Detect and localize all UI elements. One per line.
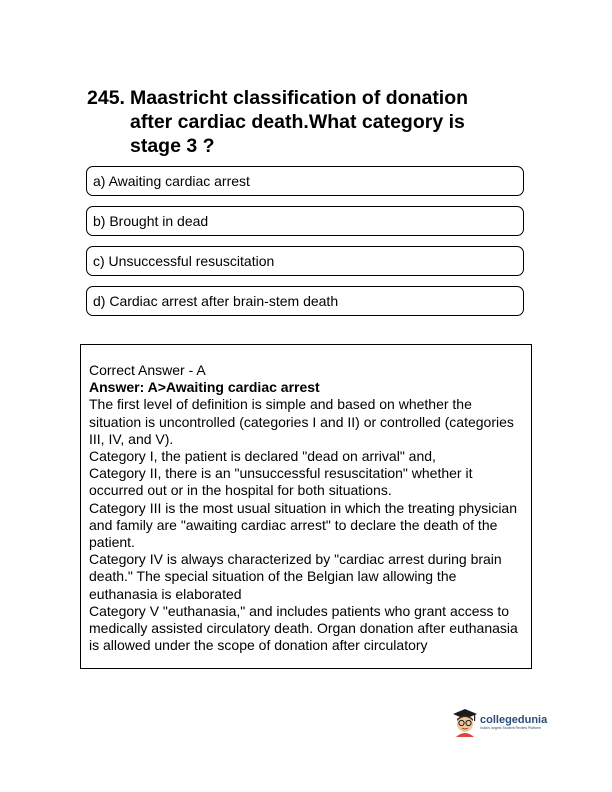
graduate-mascot-icon <box>452 707 478 737</box>
explanation-paragraph: Category V "euthanasia," and includes patients who grant access to medically assisted circulatory death. Organ donation after euthanasia is allowed under the scope of donation after circulatory <box>89 602 518 654</box>
option-b[interactable]: b) Brought in dead <box>86 206 524 236</box>
answer-explanation-box <box>80 344 532 669</box>
explanation-paragraph: Category I, the patient is declared "dead on arrival" and, <box>89 448 436 465</box>
explanation-paragraph: The first level of definition is simple and based on whether the situation is uncontrolled (categories I and II) or controlled (categories III, IV, and V). <box>89 396 514 447</box>
answer-heading: Answer: A>Awaiting cardiac arrest <box>89 379 320 396</box>
explanation-paragraph: Category II, there is an "unsuccessful resuscitation" whether it occurred out or in the hospital for both situations. <box>89 465 473 499</box>
correct-answer-line: Correct Answer - A <box>89 362 206 378</box>
option-a[interactable]: a) Awaiting cardiac arrest <box>86 166 524 196</box>
question-heading <box>87 86 507 158</box>
logo-wordmark: collegedunia <box>480 713 548 726</box>
logo-tagline: India's largest Student Review Platform <box>480 725 541 730</box>
explanation-paragraph: Category IV is always characterized by "cardiac arrest during brain death." The special situation of the Belgian law allowing the euthanasia is elaborated <box>89 551 502 602</box>
option-d[interactable]: d) Cardiac arrest after brain-stem death <box>86 286 524 316</box>
question-number: 245. <box>87 87 125 109</box>
question-text: Maastricht classification of donation after cardiac death.What category is stage 3 ? <box>130 87 469 157</box>
explanation-paragraph: Category III is the most usual situation in which the treating physician and family are "awaiting cardiac arrest" to declare the death of the patient. <box>89 499 517 551</box>
collegedunia-logo <box>452 705 548 739</box>
option-c[interactable]: c) Unsuccessful resuscitation <box>86 246 524 276</box>
